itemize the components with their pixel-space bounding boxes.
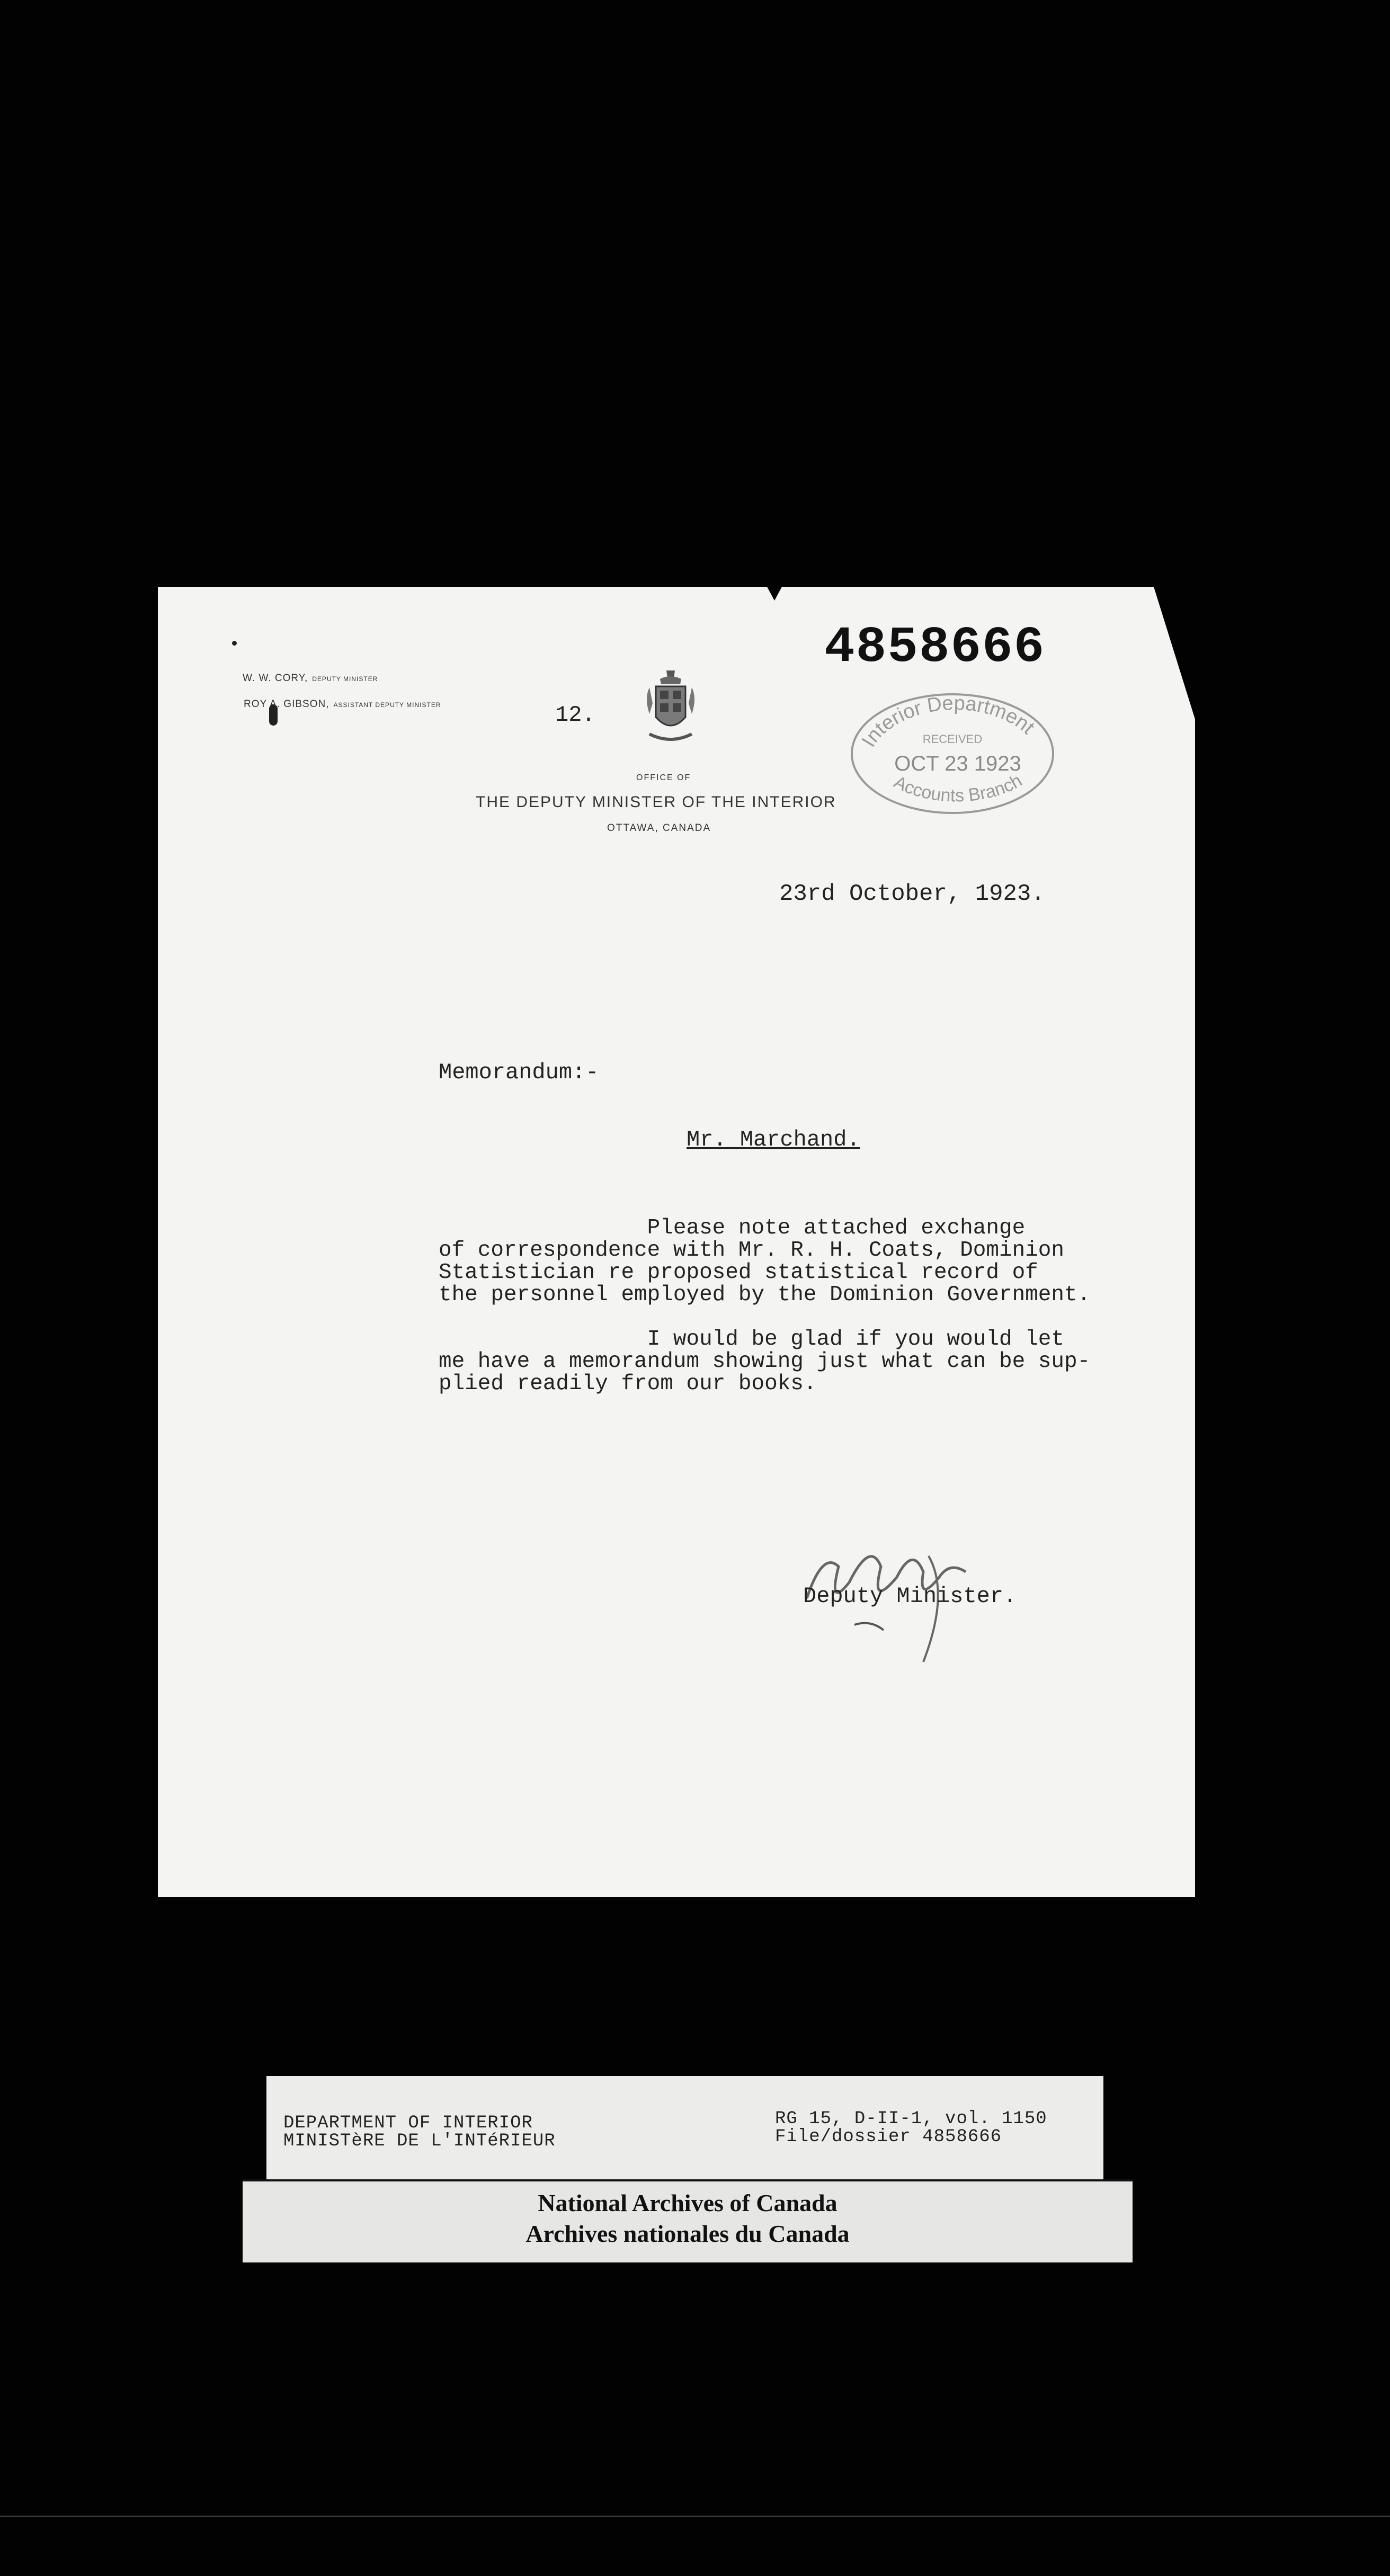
- stamp-received: RECEIVED: [922, 732, 983, 746]
- received-stamp: [847, 685, 1058, 822]
- stamp-bottom-text: Accounts Branch: [890, 770, 1026, 806]
- stamp-date: OCT 23 1923: [894, 752, 1021, 775]
- archive-name-label: [243, 2179, 1133, 2262]
- signoff: Deputy Minister.: [803, 1584, 1017, 1609]
- file-number: 4858666: [824, 619, 1046, 676]
- role-deputy: DEPUTY MINISTER: [312, 675, 378, 683]
- signature: [791, 1487, 992, 1667]
- name-cory: W. W. CORY,: [243, 673, 308, 684]
- memo-heading: Memorandum:-: [439, 1060, 599, 1085]
- archive-name-english: National Archives of Canada: [538, 2189, 837, 2216]
- scan-notch: [767, 587, 782, 601]
- body-paragraph-2: I would be glad if you would let me have a memorandum showing just what can be sup- plied readily from our books.: [439, 1327, 1091, 1396]
- department-names: [283, 2114, 556, 2150]
- file-dossier: File/dossier 4858666: [775, 2127, 1002, 2147]
- coat-of-arms-icon: [639, 666, 702, 751]
- letter-page: [158, 587, 1195, 1897]
- record-group: RG 15, D-II-1, vol. 1150: [775, 2109, 1047, 2129]
- letter-date: 23rd October, 1923.: [779, 881, 1045, 907]
- scan-line: [0, 2516, 1390, 2517]
- office-title: THE DEPUTY MINISTER OF THE INTERIOR: [476, 793, 836, 811]
- page-number: 12.: [555, 702, 595, 728]
- body-paragraph-1: Please note attached exchange of correspondence with Mr. R. H. Coats, Dominion Statistician re proposed statistical record of the personnel employed by the Dominion Government.: [439, 1216, 1091, 1307]
- name-gibson: ROY A. GIBSON,: [244, 699, 329, 710]
- role-assistant: ASSISTANT DEPUTY MINISTER: [333, 701, 441, 709]
- torn-corner: [1126, 587, 1195, 719]
- archive-name-french: Archives nationales du Canada: [525, 2220, 850, 2247]
- archive-file-label: [266, 2076, 1103, 2180]
- record-reference: [775, 2110, 1047, 2146]
- dept-english: DEPARTMENT OF INTERIOR: [283, 2113, 533, 2133]
- office-of-label: OFFICE OF: [636, 773, 691, 782]
- punch-mark: [232, 641, 237, 646]
- dept-french: MINISTèRE DE L'INTéRIEUR: [283, 2131, 556, 2151]
- office-location: OTTAWA, CANADA: [607, 822, 711, 834]
- letterhead-names: [243, 672, 441, 712]
- addressee: Mr. Marchand.: [687, 1127, 860, 1152]
- svg-text:Accounts Branch: [890, 771, 1026, 806]
- stamp-top-text: Interior Department: [857, 692, 1039, 751]
